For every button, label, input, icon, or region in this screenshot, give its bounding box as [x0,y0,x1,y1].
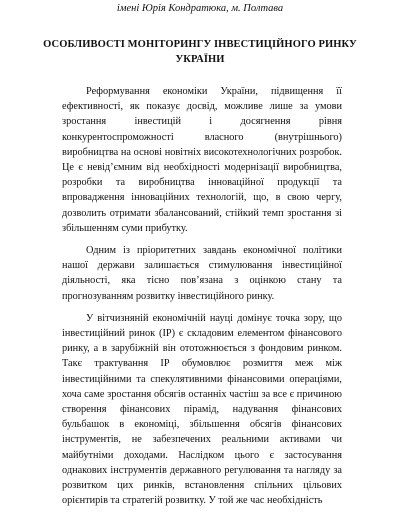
paragraph-2: Одним із пріоритетних завдань економічної політики нашої держави залишається стимулювання інвестиційної діяльності, яка тісно повʼязана з оцінкою стану та прогнозуванням розвитку інвестиційного ринку. [62,245,342,302]
paragraph-1: Реформування економіки України, підвищення її ефективності, як показує досвід, можливе лише за умови зростання інвестицій і досягнення рівня конкурентоспроможності власного (внутрішнього) виробництва на основі новітніх високотехнологічних розробок. Це є невідʼємним від необхідності модернізації виробництва, розробки та виробництва інноваційної продукції та впровадження інноваційних технологій, що, в свою чергу, дозволить отримати збалансований, стійкий темп зростання зі збільшенням суми прибутку. [62,86,342,234]
paragraph-3: У вітчизняній економічній науці домінує точка зору, що інвестиційний ринок (ІР) є складовим елементом фінансового ринку, а в зарубіжній він ототожнюється з фондовим ринком. Такє трактування ІР обумовлює розмиття меж між інвестиційними та спекулятивними фінансовими операціями, хоча саме зростання обсягів останніх частіш за все є причиною створення фінансових пірамід, надування фінансових бульбашок в економіці, збільшення обсягів фінансових інструментів, не забезпечених реальними активами чи майбутніми доходами. Наслідком цього є застосування однакових інструментів державного регулювання та нагляду за розвитком цих ринків, встановлення спільних цільових орієнтирів та стратегій розвитку. У той же час необхідність [62,312,342,507]
article-body [62,84,342,515]
author-affiliation: імені Юрія Кондратюка, м. Полтава [116,3,284,14]
article-title: ОСОБЛИВОСТІ МОНІТОРИНГУ ІНВЕСТИЦІЙНОГО РИНКУ УКРАЇНИ [43,39,357,65]
